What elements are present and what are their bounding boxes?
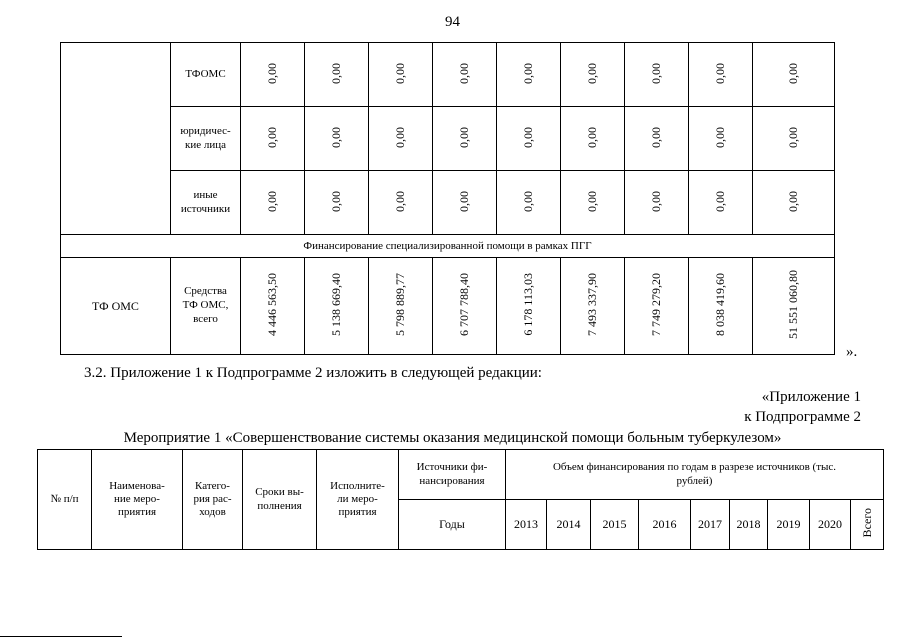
value-cell: 0,00: [713, 190, 727, 212]
col-executor-header: [317, 450, 399, 550]
empty-cell: [61, 43, 171, 235]
year-cell: 2016: [639, 500, 691, 550]
col-name-header: [92, 450, 183, 550]
value-cell: 0,00: [521, 126, 535, 148]
col-terms-label: Сроки вы- полнения: [255, 486, 304, 512]
closing-mark: ».: [846, 344, 858, 360]
executor-cell: ТФ ОМС: [61, 258, 171, 355]
value-cell: 0,00: [521, 190, 535, 212]
total-label: Всего: [859, 507, 874, 538]
value-cell: 0,00: [786, 62, 800, 84]
source-cell: [171, 258, 241, 355]
appendix-line-1: «Приложение 1: [761, 389, 861, 405]
col-category-label: Катего- рия рас- ходов: [193, 479, 232, 519]
source-label: иные источники: [180, 188, 231, 215]
col-num-label: № п/п: [50, 492, 79, 505]
value-cell: 0,00: [265, 62, 279, 84]
value-cell: 6 707 788,40: [457, 273, 471, 336]
col-executor-label: Исполните- ли меро- приятия: [330, 479, 385, 519]
value-cell: 6 178 113,03: [521, 273, 535, 336]
value-cell: 0,00: [585, 126, 599, 148]
col-years-header: Годы: [399, 500, 506, 550]
table-row: [61, 107, 835, 171]
table-row: [61, 171, 835, 235]
value-cell: 0,00: [713, 62, 727, 84]
col-sources-header: [399, 450, 506, 500]
value-cell: 0,00: [393, 62, 407, 84]
header-row: [38, 450, 884, 500]
event-title: Мероприятие 1 «Совершенствование системы оказания медицинской помощи больным туберкулезом»: [123, 430, 782, 446]
value-cell: 4 446 563,50: [265, 273, 279, 336]
section-title: Финансирование специализированной помощи в рамках ПГГ: [61, 235, 835, 258]
year-cell: 2018: [730, 500, 768, 550]
col-name-label: Наименова- ние меро- приятия: [109, 479, 165, 519]
total-header: [851, 500, 884, 550]
value-cell: 0,00: [585, 62, 599, 84]
value-cell: 0,00: [393, 126, 407, 148]
value-cell: 0,00: [649, 62, 663, 84]
page-number: 94: [445, 14, 460, 30]
source-cell: ТФОМС: [171, 43, 241, 107]
value-cell: 0,00: [265, 126, 279, 148]
year-cell: 2015: [591, 500, 639, 550]
value-cell: 5 798 889,77: [393, 273, 407, 336]
value-cell: 7 493 337,90: [585, 273, 599, 336]
value-cell: 0,00: [329, 126, 343, 148]
value-cell: 0,00: [521, 62, 535, 84]
value-cell: 0,00: [457, 190, 471, 212]
value-cell: 8 038 419,60: [713, 273, 727, 336]
table-row: [61, 258, 835, 355]
year-cell: 2019: [768, 500, 810, 550]
appendix-line-2: к Подпрограмме 2: [744, 409, 861, 425]
value-cell: 0,00: [393, 190, 407, 212]
value-cell: 0,00: [649, 126, 663, 148]
value-cell: 0,00: [713, 126, 727, 148]
col-sources-label: Источники фи- нансирования: [416, 461, 488, 487]
value-cell: 5 138 669,40: [329, 273, 343, 336]
source-label: Средства ТФ ОМС, всего: [182, 285, 229, 325]
paragraph: 3.2. Приложение 1 к Подпрограмме 2 изложить в следующей редакции:: [84, 365, 542, 381]
value-cell: 0,00: [786, 126, 800, 148]
col-volume-label: Объем финансирования по годам в разрезе источников (тыс. рублей): [552, 461, 837, 487]
value-cell: 0,00: [585, 190, 599, 212]
year-cell: 2017: [691, 500, 730, 550]
year-cell: 2020: [810, 500, 851, 550]
year-cell: 2013: [506, 500, 547, 550]
col-num-header: [38, 450, 92, 550]
col-category-header: [183, 450, 243, 550]
value-cell: 0,00: [457, 126, 471, 148]
upper-financing-table: [60, 42, 835, 355]
year-cell: 2014: [547, 500, 591, 550]
col-volume-header: [506, 450, 884, 500]
footer-rule: [0, 636, 122, 637]
lower-header-table: [37, 449, 884, 550]
source-label: юридичес- кие лица: [180, 124, 231, 151]
value-cell: 0,00: [329, 62, 343, 84]
source-cell: [171, 107, 241, 171]
value-cell: 51 551 060,80: [786, 270, 800, 339]
value-cell: 0,00: [457, 62, 471, 84]
value-cell: 0,00: [649, 190, 663, 212]
source-cell: [171, 171, 241, 235]
col-terms-header: [243, 450, 317, 550]
value-cell: 7 749 279,20: [649, 273, 663, 336]
value-cell: 0,00: [265, 190, 279, 212]
value-cell: 0,00: [786, 190, 800, 212]
table-row: [61, 235, 835, 258]
value-cell: 0,00: [329, 190, 343, 212]
table-row: [61, 43, 835, 107]
